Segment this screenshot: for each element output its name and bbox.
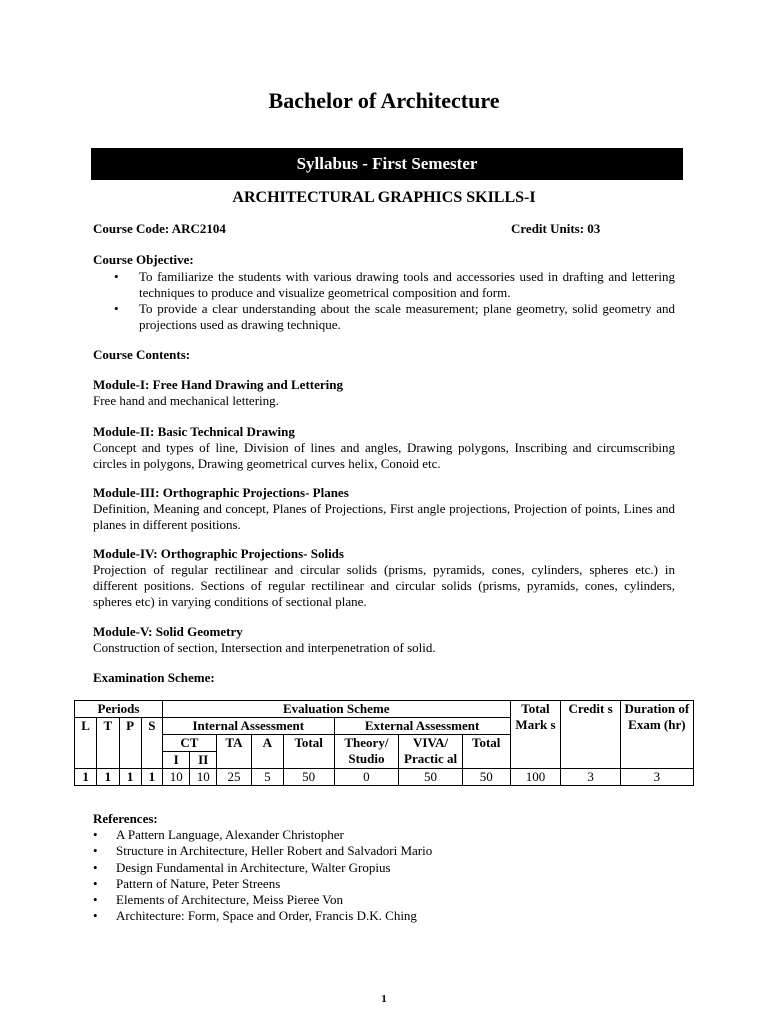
table-cell: 50 <box>283 769 334 786</box>
table-cell: 5 <box>251 769 283 786</box>
l-header: L <box>75 718 97 769</box>
table-cell: 50 <box>462 769 510 786</box>
table-cell: 1 <box>97 769 119 786</box>
module-body: Free hand and mechanical lettering. <box>93 393 279 408</box>
module-body: Concept and types of line, Division of lines and angles, Drawing polygons, Inscribing and circumscribing circles in polygons, Drawing geometrical curves helix, Conoid etc. <box>93 440 675 471</box>
module-section <box>93 485 675 533</box>
evaluation-scheme-header: Evaluation Scheme <box>162 701 510 718</box>
module-section <box>93 424 675 472</box>
objective-item: • To familiarize the students with various drawing tools and accessories used in drafting and lettering techniques to produce and visualize geometrical composition and form. <box>114 269 675 301</box>
module-body: Construction of section, Intersection and interpenetration of solid. <box>93 640 436 655</box>
table-cell: 10 <box>162 769 190 786</box>
module-body: Projection of regular rectilinear and circular solids (prisms, pyramids, cones, cylinders, spheres etc.) in different positions. Sections of regular rectilinear and circular solids (prisms, pyramids, cones, cylinders, spheres etc) in varying conditions of sectional plane. <box>93 562 675 609</box>
ct2-header: II <box>190 752 216 769</box>
table-cell: 3 <box>561 769 620 786</box>
page-number: 1 <box>381 993 387 1005</box>
table-cell: 1 <box>141 769 162 786</box>
p-header: P <box>119 718 141 769</box>
viva-header: VIVA/ Practic al <box>399 735 463 769</box>
module-section <box>93 546 675 610</box>
external-total-header: Total <box>462 735 510 769</box>
course-code: Course Code: ARC2104 <box>93 221 226 236</box>
reference-item: • Architecture: Form, Space and Order, Francis D.K. Ching <box>93 908 675 924</box>
module-heading: Module-II: Basic Technical Drawing <box>93 424 295 439</box>
module-heading: Module-V: Solid Geometry <box>93 624 243 639</box>
page-title: Bachelor of Architecture <box>268 88 500 113</box>
table-cell: 25 <box>216 769 251 786</box>
subject-title: ARCHITECTURAL GRAPHICS SKILLS-I <box>232 189 536 206</box>
objective-list <box>93 269 675 333</box>
table-cell: 1 <box>75 769 97 786</box>
references-list <box>93 827 675 925</box>
s-header: S <box>141 718 162 769</box>
semester-banner: Syllabus - First Semester <box>91 148 683 180</box>
module-section <box>93 377 675 409</box>
periods-header: Periods <box>75 701 163 718</box>
table-cell: 100 <box>510 769 561 786</box>
references-section <box>93 811 675 925</box>
table-row <box>75 769 694 786</box>
ct-header: CT <box>162 735 216 752</box>
internal-total-header: Total <box>283 735 334 769</box>
table-cell: 50 <box>399 769 463 786</box>
reference-item: • Structure in Architecture, Heller Robert and Salvadori Mario <box>93 843 675 859</box>
exam-heading: Examination Scheme: <box>93 670 215 685</box>
credits-header: Credit s <box>561 701 620 769</box>
module-section <box>93 624 675 656</box>
internal-assessment-header: Internal Assessment <box>162 718 334 735</box>
table-cell: 3 <box>620 769 693 786</box>
external-assessment-header: External Assessment <box>334 718 510 735</box>
ct1-header: I <box>162 752 190 769</box>
table-header-row <box>75 701 694 718</box>
references-heading: References: <box>93 811 158 826</box>
table-cell: 10 <box>190 769 216 786</box>
a-header: A <box>251 735 283 769</box>
examination-table <box>74 700 694 786</box>
course-contents-heading: Course Contents: <box>93 347 191 362</box>
theory-header: Theory/ Studio <box>334 735 399 769</box>
course-code-row <box>93 221 673 237</box>
module-heading: Module-III: Orthographic Projections- Planes <box>93 485 349 500</box>
ta-header: TA <box>216 735 251 769</box>
total-marks-header: Total Mark s <box>510 701 561 769</box>
reference-item: • Design Fundamental in Architecture, Walter Gropius <box>93 860 675 876</box>
course-objective-section <box>93 252 675 333</box>
table-cell: 1 <box>119 769 141 786</box>
table-cell: 0 <box>334 769 399 786</box>
reference-item: • Elements of Architecture, Meiss Pieree Von <box>93 892 675 908</box>
credit-units: Credit Units: 03 <box>511 221 601 236</box>
objective-heading: Course Objective: <box>93 252 194 267</box>
module-body: Definition, Meaning and concept, Planes of Projections, First angle projections, Projection of points, Lines and planes in different positions. <box>93 501 675 532</box>
reference-item: • A Pattern Language, Alexander Christopher <box>93 827 675 843</box>
module-heading: Module-IV: Orthographic Projections- Solids <box>93 546 344 561</box>
duration-header: Duration of Exam (hr) <box>620 701 693 769</box>
t-header: T <box>97 718 119 769</box>
reference-item: • Pattern of Nature, Peter Streens <box>93 876 675 892</box>
objective-item: • To provide a clear understanding about the scale measurement; plane geometry, solid geometry and projections used as drawing technique. <box>114 301 675 333</box>
module-heading: Module-I: Free Hand Drawing and Lettering <box>93 377 343 392</box>
